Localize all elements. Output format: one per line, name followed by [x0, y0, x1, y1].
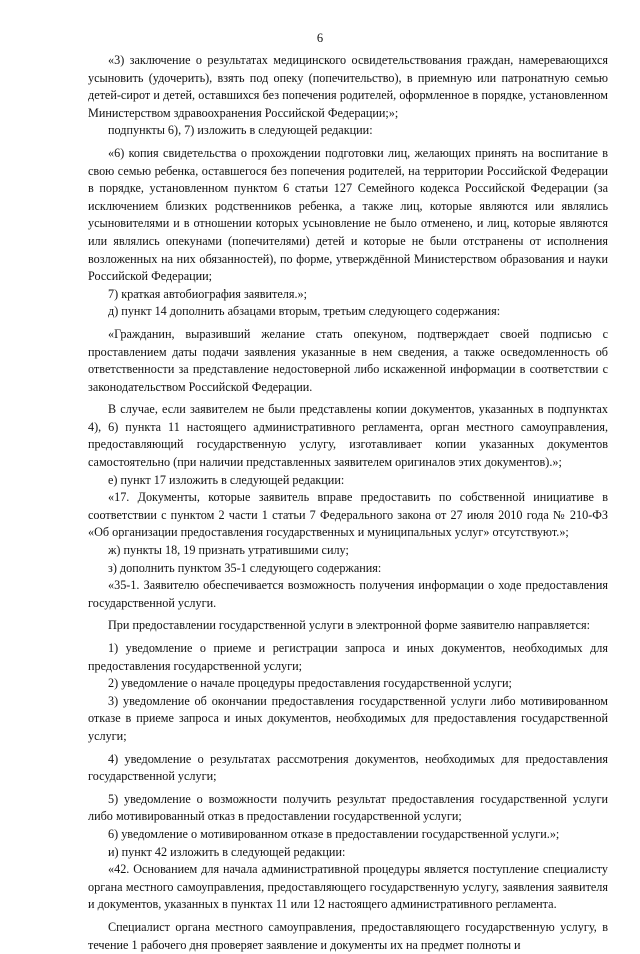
paragraph-item-17: «17. Документы, которые заявитель вправе предоставить по собственной инициативе в соответствии с пунктом 2 части 1 статьи 7 Федерального закона от 27 июля 2010 года № 210-ФЗ «Об организации предоставления государственных и муниципальных услуг» отсутствуют.»; — [88, 490, 608, 540]
paragraph-points-18-19: ж) пункты 18, 19 признать утратившими силу; — [108, 543, 349, 558]
paragraph-notice-1: 1) уведомление о приеме и регистрации запроса и иных документов, необходимых для предоставления государственной услуги; — [88, 641, 608, 673]
paragraph-specialist-check: Специалист органа местного самоуправления, предоставляющего государственную услугу, в течение 1 рабочего дня проверяет заявление и документы их на предмет полноты и — [88, 919, 608, 952]
paragraph-subpoints-6-7: подпункты 6), 7) изложить в следующей редакции: — [108, 123, 373, 138]
paragraph-notice-2: 2) уведомление о начале процедуры предоставления государственной услуги; — [108, 676, 512, 691]
paragraph-item-7: 7) краткая автобиография заявителя.»; — [108, 286, 307, 301]
paragraph-electronic-form: При предоставлении государственной услуги в электронной форме заявителю направляется: — [108, 618, 591, 633]
paragraph-notice-6: 6) уведомление о мотивированном отказе в предоставлении государственной услуги.»; — [108, 826, 560, 841]
paragraph-point-42: и) пункт 42 изложить в следующей редакции: — [108, 844, 346, 859]
paragraph-document-copies: В случае, если заявителем не были представлены копии документов, указанных в подпунктах 4), 6) пункта 11 настоящего административного регламента, орган местного самоуправления, предоставляющий государственную услугу, изготавливает копии указанных документов самостоятельно (при наличии представленных заявителем оригиналов этих документов).»; — [88, 402, 608, 470]
paragraph-item-42: «42. Основанием для начала административной процедуры является поступление специалисту органа местного самоуправления, предоставляющего государственную услугу, заявления заявителя и документов, указанных в пунктах 11 или 12 настоящего административного регламента. — [88, 862, 608, 912]
document-body — [88, 52, 608, 954]
page-number: 6 — [316, 31, 324, 45]
paragraph-item-6: «6) копия свидетельства о прохождении подготовки лиц, желающих принять на воспитание в свою семью ребенка, оставшегося без попечения родителей, на территории Российской Федерации в порядке, установленном пунктом 6 статьи 127 Семейного кодекса Российской Федерации (за исключением близких родственников ребенка, а также лиц, которые являются или являлись усыновителями и в отношении которых усыновление не было отменено, и лиц, которые являются или являлись опекунами (попечителями) детей и которые не были отстранены от исполнения возложенных на них обязанностей), по форме, утверждённой Министерством образования и науки Российской Федерации; — [88, 145, 608, 284]
paragraph-item-35-1: «35-1. Заявителю обеспечивается возможность получения информации о ходе предоставления государственной услуги. — [88, 578, 608, 610]
paragraph-point-14: д) пункт 14 дополнить абзацами вторым, третьим следующего содержания: — [108, 304, 501, 319]
paragraph-point-17: е) пункт 17 изложить в следующей редакции: — [108, 472, 345, 487]
paragraph-item-3: «3) заключение о результатах медицинского освидетельствования граждан, намеревающихся усыновить (удочерить), взять под опеку (попечительство), в приемную или патронатную семью детей-сирот и детей, оставшихся без попечения родителей, оформленное в порядке, установленном Министерством здравоохранения Российской Федерации;»; — [88, 53, 608, 120]
paragraph-notice-3: 3) уведомление об окончании предоставления государственной услуги либо мотивированном отказе в приеме запроса и иных документов, необходимых для предоставления государственной услуги; — [88, 693, 608, 743]
paragraph-guardian-signature: «Гражданин, выразивший желание стать опекуном, подтверждает своей подписью с проставлением даты подачи заявления указанные в нем сведения, а также осведомленность об ответственности за представление недостоверной либо искаженной информации в соответствии с законодательством Российской Федерации. — [88, 326, 608, 394]
paragraph-notice-5: 5) уведомление о возможности получить результат предоставления государственной услуги либо мотивированный отказ в предоставлении государственной услуги; — [88, 791, 608, 824]
paragraph-notice-4: 4) уведомление о результатах рассмотрения документов, необходимых для предоставления государственной услуги; — [88, 751, 608, 784]
paragraph-point-35-1: з) дополнить пунктом 35-1 следующего содержания: — [108, 560, 382, 575]
